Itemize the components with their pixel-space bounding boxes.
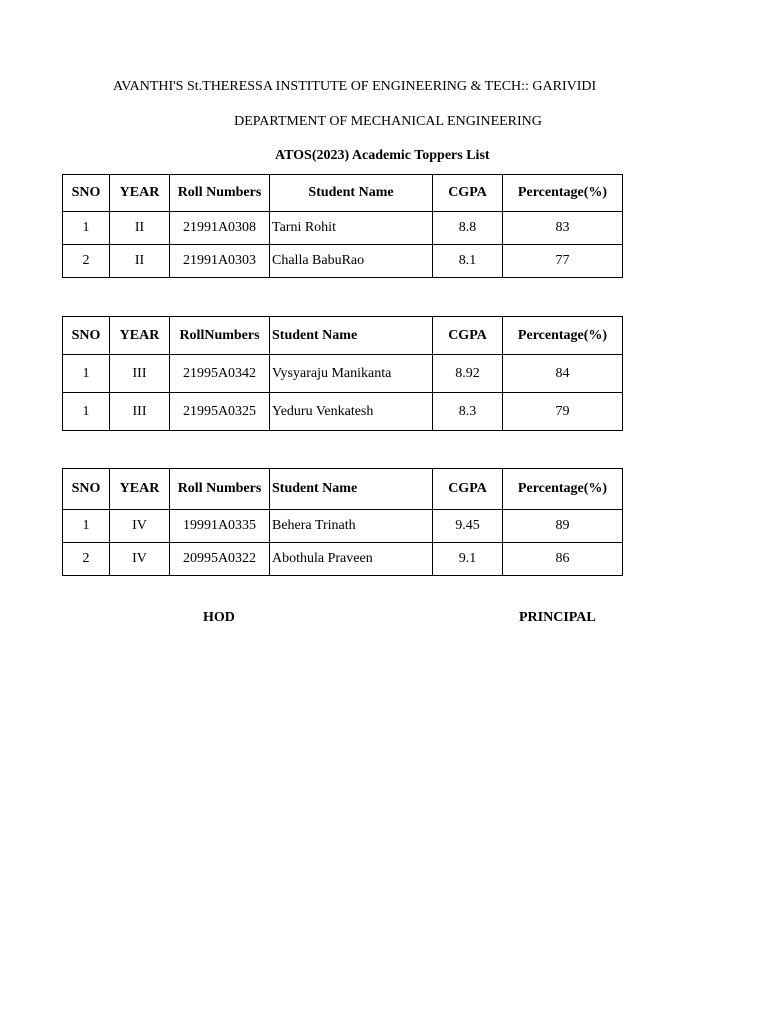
- cell-cgpa: 9.1: [433, 543, 503, 576]
- header-cgpa: CGPA: [433, 317, 503, 355]
- table-row: [63, 355, 623, 393]
- cell-year: IV: [110, 543, 170, 576]
- cell-sno: 1: [63, 212, 110, 245]
- cell-roll-number: 21995A0325: [170, 393, 270, 431]
- table-row: [63, 245, 623, 278]
- table-header-row: [63, 317, 623, 355]
- cell-cgpa: 8.3: [433, 393, 503, 431]
- cell-sno: 1: [63, 393, 110, 431]
- institute-title: AVANTHI'S St.THERESSA INSTITUTE OF ENGINEERING & TECH:: GARIVIDI: [113, 79, 597, 94]
- table-row: [63, 212, 623, 245]
- cell-percentage: 84: [503, 355, 623, 393]
- cell-sno: 2: [63, 245, 110, 278]
- cell-sno: 1: [63, 510, 110, 543]
- cell-roll-number: 21991A0303: [170, 245, 270, 278]
- cell-cgpa: 8.92: [433, 355, 503, 393]
- cell-roll-number: 21995A0342: [170, 355, 270, 393]
- toppers-list-title: ATOS(2023) Academic Toppers List: [275, 148, 490, 163]
- header-roll-numbers: Roll Numbers: [170, 175, 270, 212]
- cell-roll-number: 21991A0308: [170, 212, 270, 245]
- header-roll-numbers: Roll Numbers: [170, 469, 270, 510]
- header-cgpa: CGPA: [433, 469, 503, 510]
- cell-percentage: 86: [503, 543, 623, 576]
- header-roll-numbers: RollNumbers: [170, 317, 270, 355]
- header-year: YEAR: [110, 317, 170, 355]
- cell-year: II: [110, 245, 170, 278]
- header-percentage: Percentage(%): [503, 317, 623, 355]
- cell-roll-number: 20995A0322: [170, 543, 270, 576]
- cell-cgpa: 8.1: [433, 245, 503, 278]
- header-sno: SNO: [63, 175, 110, 212]
- header-sno: SNO: [63, 469, 110, 510]
- cell-student-name: Behera Trinath: [270, 510, 433, 543]
- cell-percentage: 79: [503, 393, 623, 431]
- cell-year: II: [110, 212, 170, 245]
- toppers-table-year-4: [62, 468, 623, 576]
- cell-student-name: Yeduru Venkatesh: [270, 393, 433, 431]
- cell-student-name: Challa BabuRao: [270, 245, 433, 278]
- toppers-table-year-3: [62, 316, 623, 431]
- cell-cgpa: 8.8: [433, 212, 503, 245]
- cell-year: III: [110, 355, 170, 393]
- header-percentage: Percentage(%): [503, 175, 623, 212]
- department-title: DEPARTMENT OF MECHANICAL ENGINEERING: [234, 114, 542, 129]
- header-year: YEAR: [110, 469, 170, 510]
- cell-percentage: 89: [503, 510, 623, 543]
- header-sno: SNO: [63, 317, 110, 355]
- toppers-table-year-2: [62, 174, 623, 278]
- cell-percentage: 83: [503, 212, 623, 245]
- cell-year: III: [110, 393, 170, 431]
- cell-student-name: Tarni Rohit: [270, 212, 433, 245]
- header-student-name: Student Name: [270, 175, 433, 212]
- cell-roll-number: 19991A0335: [170, 510, 270, 543]
- header-student-name: Student Name: [270, 469, 433, 510]
- table-header-row: [63, 469, 623, 510]
- table-row: [63, 393, 623, 431]
- header-year: YEAR: [110, 175, 170, 212]
- header-cgpa: CGPA: [433, 175, 503, 212]
- cell-student-name: Vysyaraju Manikanta: [270, 355, 433, 393]
- cell-sno: 2: [63, 543, 110, 576]
- table-row: [63, 543, 623, 576]
- header-student-name: Student Name: [270, 317, 433, 355]
- cell-sno: 1: [63, 355, 110, 393]
- cell-year: IV: [110, 510, 170, 543]
- header-percentage: Percentage(%): [503, 469, 623, 510]
- table-row: [63, 510, 623, 543]
- hod-signature-label: HOD: [203, 610, 235, 625]
- table-header-row: [63, 175, 623, 212]
- cell-percentage: 77: [503, 245, 623, 278]
- cell-student-name: Abothula Praveen: [270, 543, 433, 576]
- cell-cgpa: 9.45: [433, 510, 503, 543]
- principal-signature-label: PRINCIPAL: [519, 610, 596, 625]
